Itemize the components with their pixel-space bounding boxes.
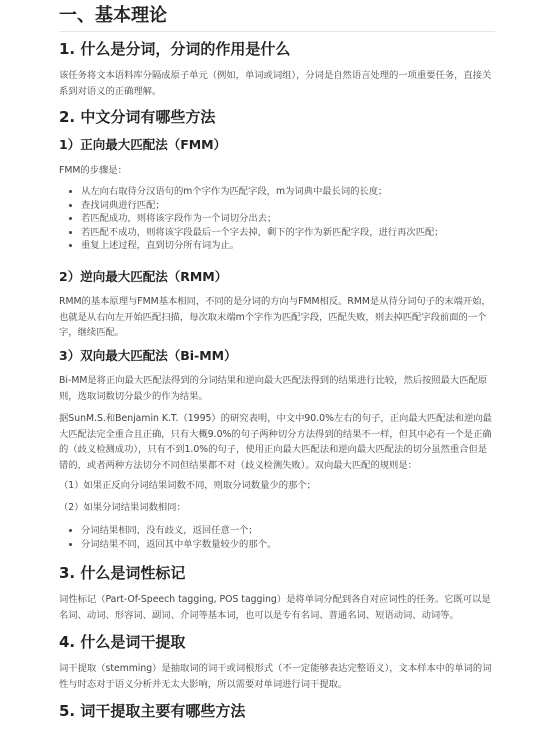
fmm-intro: FMM的步骤是：: [59, 165, 127, 176]
subheading-rmm: 2）逆向最大匹配法（RMM）: [59, 269, 228, 284]
section-heading-2: 2. 中文分词有哪些方法: [59, 108, 216, 126]
bimm-paragraph-1: Bi-MM是将正向最大匹配法得到的分词结果和逆向最大匹配法得到的结果进行比较，然后按照最大匹配原则，选取词数切分最少的作为结果。: [59, 375, 488, 402]
section-heading-5: 5. 词干提取主要有哪些方法: [59, 702, 246, 720]
page-title: 一、基本理论: [59, 5, 167, 26]
title-divider: [59, 31, 495, 32]
list-item: • 查找词典进行匹配；: [81, 199, 495, 213]
list-item: • 从左向右取待分汉语句的m个字作为匹配字段，m为词典中最长词的长度；: [81, 185, 495, 199]
bimm-rule-1: （1）如果正反向分词结果词数不同，则取分词数量少的那个；: [59, 480, 316, 491]
fmm-steps-list: [59, 185, 495, 253]
section-heading-3: 3. 什么是词性标记: [59, 564, 186, 582]
section-1-paragraph: 该任务将文本语料库分隔成原子单元（例如，单词或词组），分词是自然语言处理的一项重要任务，直接关系到对语义的正确理解。: [59, 70, 492, 97]
bimm-sub-list: [59, 524, 495, 551]
list-item: • 重复上述过程，直到切分所有词为止。: [81, 239, 495, 253]
list-item: • 若匹配不成功，则将该字段最后一个字去掉，剩下的字作为新匹配字段，进行再次匹配；: [81, 226, 495, 240]
section-heading-1: 1. 什么是分词，分词的作用是什么: [59, 40, 291, 58]
list-item: • 若匹配成功，则将该字段作为一个词切分出去；: [81, 212, 495, 226]
bimm-paragraph-2: 据SunM.S.和Benjamin K.T.（1995）的研究表明，中文中90.0%左右的句子，正向最大匹配法和逆向最大匹配法完全重合且正确，只有大概9.0%的句子两种切分方法得到的结果不一样，但其中必有一个是正确的（歧义检测成功），只有不到1.0%的句子，使用正向最大匹配法和逆向最大匹配法的切分虽然重合但是错的，或者两种方法切分不同但结果都不对（歧义检测失败）。双向最大匹配的规则是：: [59, 413, 492, 471]
subheading-bimm: 3）双向最大匹配法（Bi-MM）: [59, 348, 237, 363]
list-item: • 分词结果不同，返回其中单字数量较少的那个。: [81, 538, 495, 552]
subheading-fmm: 1）正向最大匹配法（FMM）: [59, 137, 227, 152]
section-3-paragraph: 词性标记（Part-Of-Speech tagging, POS tagging）是将单词分配到各自对应词性的任务。它既可以是名词、动词、形容词、副词、介词等基本词，也可以是专有名词、普通名词、短语动词、动词等。: [59, 594, 491, 621]
bimm-rule-2: （2）如果分词结果词数相同：: [59, 502, 186, 513]
rmm-paragraph: RMM的基本原理与FMM基本相同，不同的是分词的方向与FMM相反。RMM是从待分词句子的末端开始，也就是从右向左开始匹配扫描，每次取末端m个字作为匹配字段，匹配失败，则去掉匹配字段前面的一个字，继续匹配。: [59, 296, 491, 338]
section-heading-4: 4. 什么是词干提取: [59, 633, 186, 651]
section-4-paragraph: 词干提取（stemming）是抽取词的词干或词根形式（不一定能够表达完整语义），文本样本中的单词的词性与时态对于语义分析并无太大影响，所以需要对单词进行词干提取。: [59, 663, 492, 690]
list-item: • 分词结果相同，没有歧义，返回任意一个；: [81, 524, 495, 538]
